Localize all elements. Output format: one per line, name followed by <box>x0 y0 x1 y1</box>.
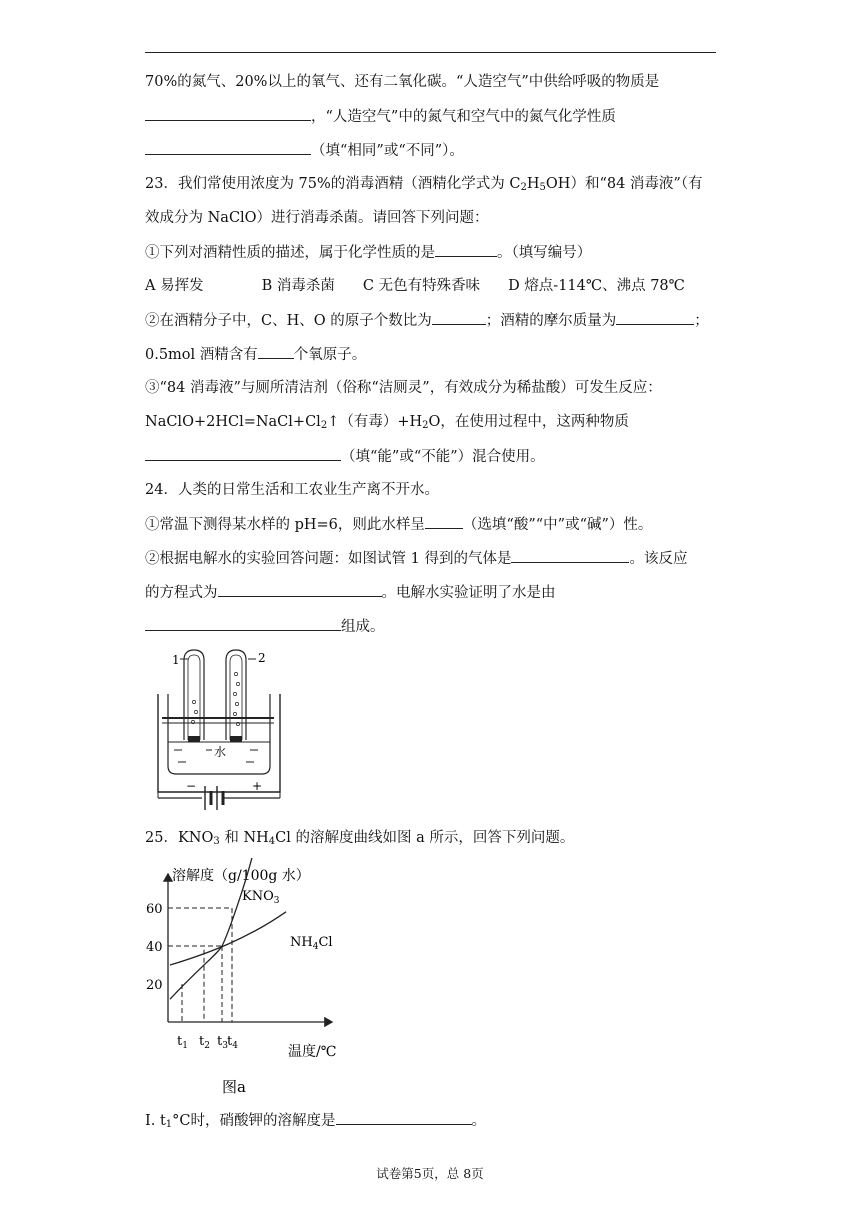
y-tick-label: 20 <box>146 978 163 993</box>
x-tick-label: $t_4$ <box>227 1034 238 1051</box>
minus-label: − <box>186 779 197 793</box>
answer-blank[interactable] <box>435 242 497 257</box>
option-b: B 消毒杀菌 <box>261 278 335 294</box>
text-line-3: （填“相同”或“不同”）。 <box>145 140 464 161</box>
q23-part-2: ②在酒精分子中，C、H、O 的原子个数比为 ；酒精的摩尔质量为 ； <box>145 310 709 331</box>
electrolysis-diagram <box>150 646 290 816</box>
chart-caption: 图a <box>222 1078 246 1096</box>
q24-part-2b: 的方程式为 。电解水实验证明了水是由 <box>145 582 556 603</box>
option-a: A 易挥发 <box>145 278 204 294</box>
series-line-nh4cl <box>170 912 286 965</box>
y-tick-label: 40 <box>146 940 163 955</box>
x-axis-label: 温度/℃ <box>288 1044 337 1060</box>
q23-line-2: 效成分为 NaClO）进行消毒杀菌。请回答下列问题： <box>145 210 489 226</box>
series-label-nh4cl: $NH_4Cl$ <box>290 935 333 952</box>
q25-title: 25．$KNO_3$ 和 $NH_4Cl$ 的溶解度曲线如图 a 所示，回答下列问题。 <box>145 830 575 847</box>
answer-blank[interactable] <box>145 446 341 461</box>
q23-part-2b: 0.5mol 酒精含有 个氧原子。 <box>145 344 366 365</box>
q24-part-2: ②根据电解水的实验回答问题：如图试管 1 得到的气体是 。该反应 <box>145 548 687 569</box>
y-axis-label: 溶解度（g/100g 水） <box>172 868 310 884</box>
answer-blank[interactable] <box>218 582 382 597</box>
q23-title: 23．我们常使用浓度为 75%的消毒酒精（酒精化学式为 $C_2H_5OH$）和“84 消毒液”（有 <box>145 176 703 193</box>
top-rule <box>145 52 716 53</box>
q24-part-1: ①常温下测得某水样的 pH=6，则此水样呈 （选填“酸”“中”或“碱”）性。 <box>145 514 652 535</box>
option-c: C 无色有特殊香味 <box>362 278 481 294</box>
x-tick-label: $t_2$ <box>199 1034 210 1051</box>
q24-title: 24．人类的日常生活和工农业生产离不开水。 <box>145 482 439 498</box>
answer-blank[interactable] <box>145 616 341 631</box>
q23-options <box>145 276 685 296</box>
q24-part-2c: 组成。 <box>145 616 385 637</box>
solubility-chart <box>138 858 368 1098</box>
water-label: 水 <box>214 745 227 759</box>
tube-2-label: 2 <box>258 651 266 665</box>
q23-equation: $NaClO+2HCl=NaCl+Cl_2↑$（有毒）$+H_2O$，在使用过程中，这两种物质 <box>145 414 629 431</box>
x-tick-label: $t_3$ <box>217 1034 228 1051</box>
q23-part-1: ①下列对酒精性质的描述，属于化学性质的是 。（填写编号） <box>145 242 591 263</box>
answer-blank[interactable] <box>145 106 311 121</box>
tube-1-label: 1 <box>172 653 180 667</box>
text-line-1: 70%的氮气、20%以上的氧气、还有二氧化碳。“人造空气”中供给呼吸的物质是 <box>145 74 660 90</box>
series-label-kno3: $KNO_3$ <box>242 889 280 906</box>
answer-blank[interactable] <box>511 548 629 563</box>
option-d: D 熔点-114℃、沸点 78℃ <box>508 278 685 294</box>
answer-blank[interactable] <box>336 1110 472 1125</box>
answer-blank[interactable] <box>616 310 694 325</box>
answer-blank[interactable] <box>258 344 294 359</box>
x-tick-label: $t_1$ <box>177 1034 188 1051</box>
y-tick-label: 60 <box>146 902 163 917</box>
answer-blank[interactable] <box>425 514 463 529</box>
answer-blank[interactable] <box>145 140 311 155</box>
text-line-2: ，“人造空气”中的氮气和空气中的氮气化学性质 <box>145 106 616 127</box>
answer-blank[interactable] <box>432 310 486 325</box>
q25-part-i: I. $t_1^\circ C$时，硝酸钾的溶解度是 。 <box>145 1110 486 1135</box>
q23-part-3b: （填“能”或“不能”）混合使用。 <box>145 446 545 467</box>
q23-part-3: ③“84 消毒液”与厕所清洁剂（俗称“洁厕灵”，有效成分为稀盐酸）可发生反应： <box>145 380 662 396</box>
plus-label: + <box>252 779 263 793</box>
page-footer: 试卷第5页，总 8页 <box>376 1166 484 1181</box>
